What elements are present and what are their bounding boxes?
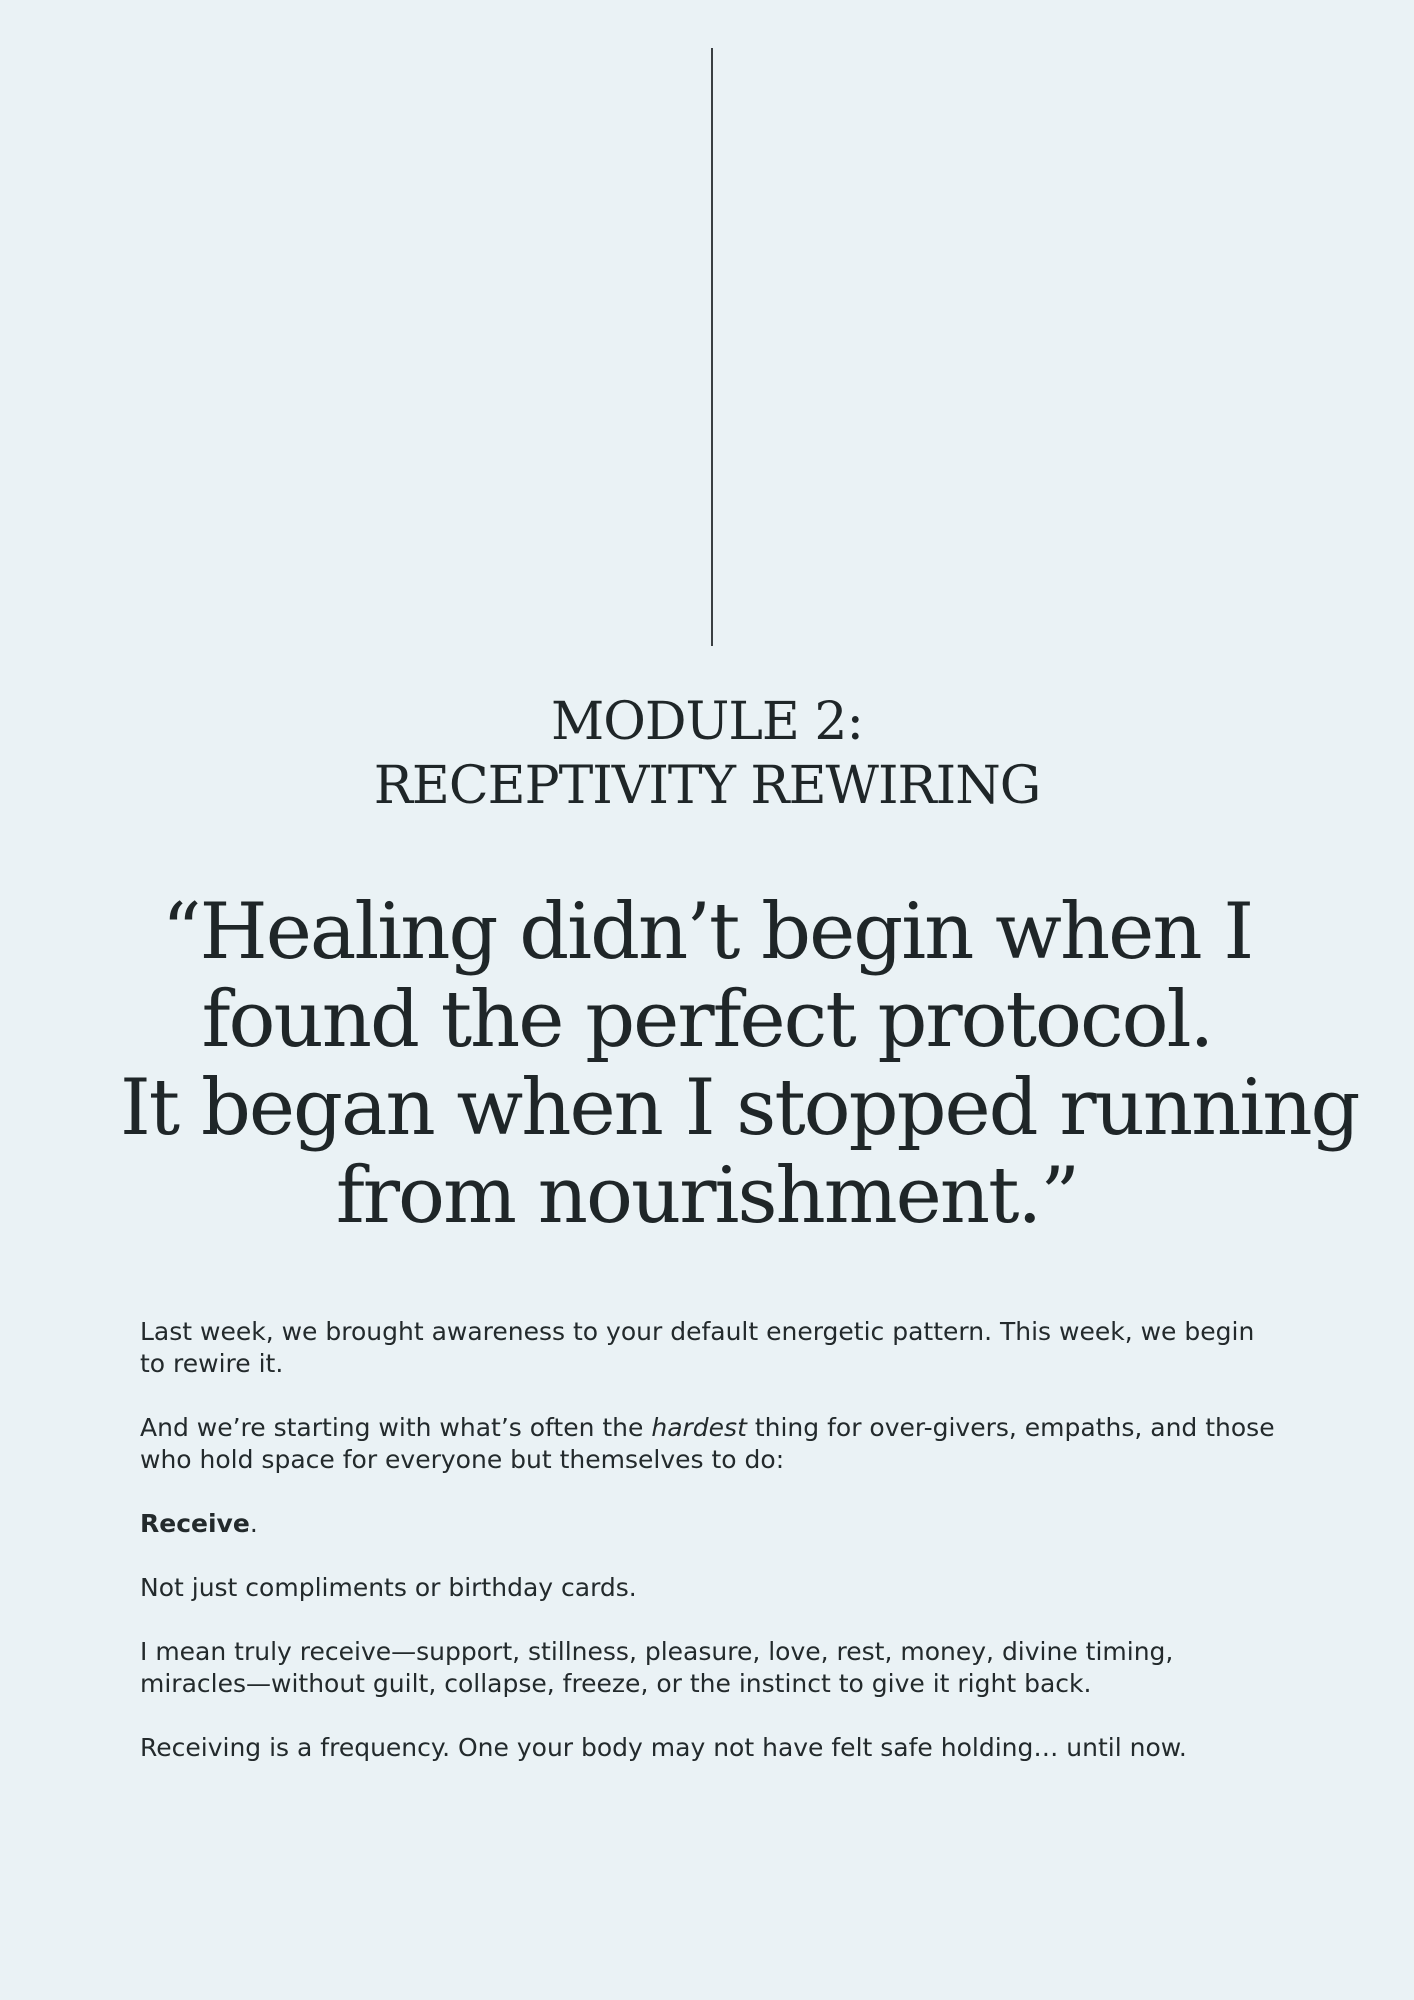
quote-line-3: It began when I stopped running [120,1063,1359,1153]
paragraph-truly-receive: I mean truly receive—support, stillness, pleasure, love, rest, money, divine timing, miracles—without guilt, collapse, freeze, or the instinct to give it right back. [140,1637,1174,1698]
paragraph-starting-with-text-2: thing for over-givers, empaths, and those who hold space for everyone but themselves to do: [140,1413,1275,1474]
paragraph-starting-with-text-1: And we’re starting with what’s often the [140,1413,652,1442]
paragraph-frequency: Receiving is a frequency. One your body may not have felt safe holding… until now. [140,1733,1187,1762]
paragraph-receive [140,1508,1280,1540]
receive-period: . [249,1509,258,1538]
quote-line-4: from nourishment.” [335,1151,1079,1241]
body-copy [140,1316,1280,1796]
receive-bold: Receive [140,1509,250,1538]
paragraph-awareness: Last week, we brought awareness to your default energetic pattern. This week, we begin to rewire it. [140,1317,1255,1378]
quote-line-1: “Healing didn’t begin when I [161,887,1253,977]
module-title: RECEPTIVITY REWIRING [373,756,1041,816]
vertical-divider-line [711,48,713,646]
pull-quote [120,887,1359,1241]
module-heading [0,690,1414,818]
paragraph-not-just: Not just compliments or birthday cards. [140,1573,637,1602]
emphasis-hardest: hardest [651,1413,747,1442]
module-number: MODULE 2: [550,692,863,752]
quote-line-2: found the perfect protocol. [201,975,1213,1065]
paragraph-starting-with [140,1412,1280,1476]
